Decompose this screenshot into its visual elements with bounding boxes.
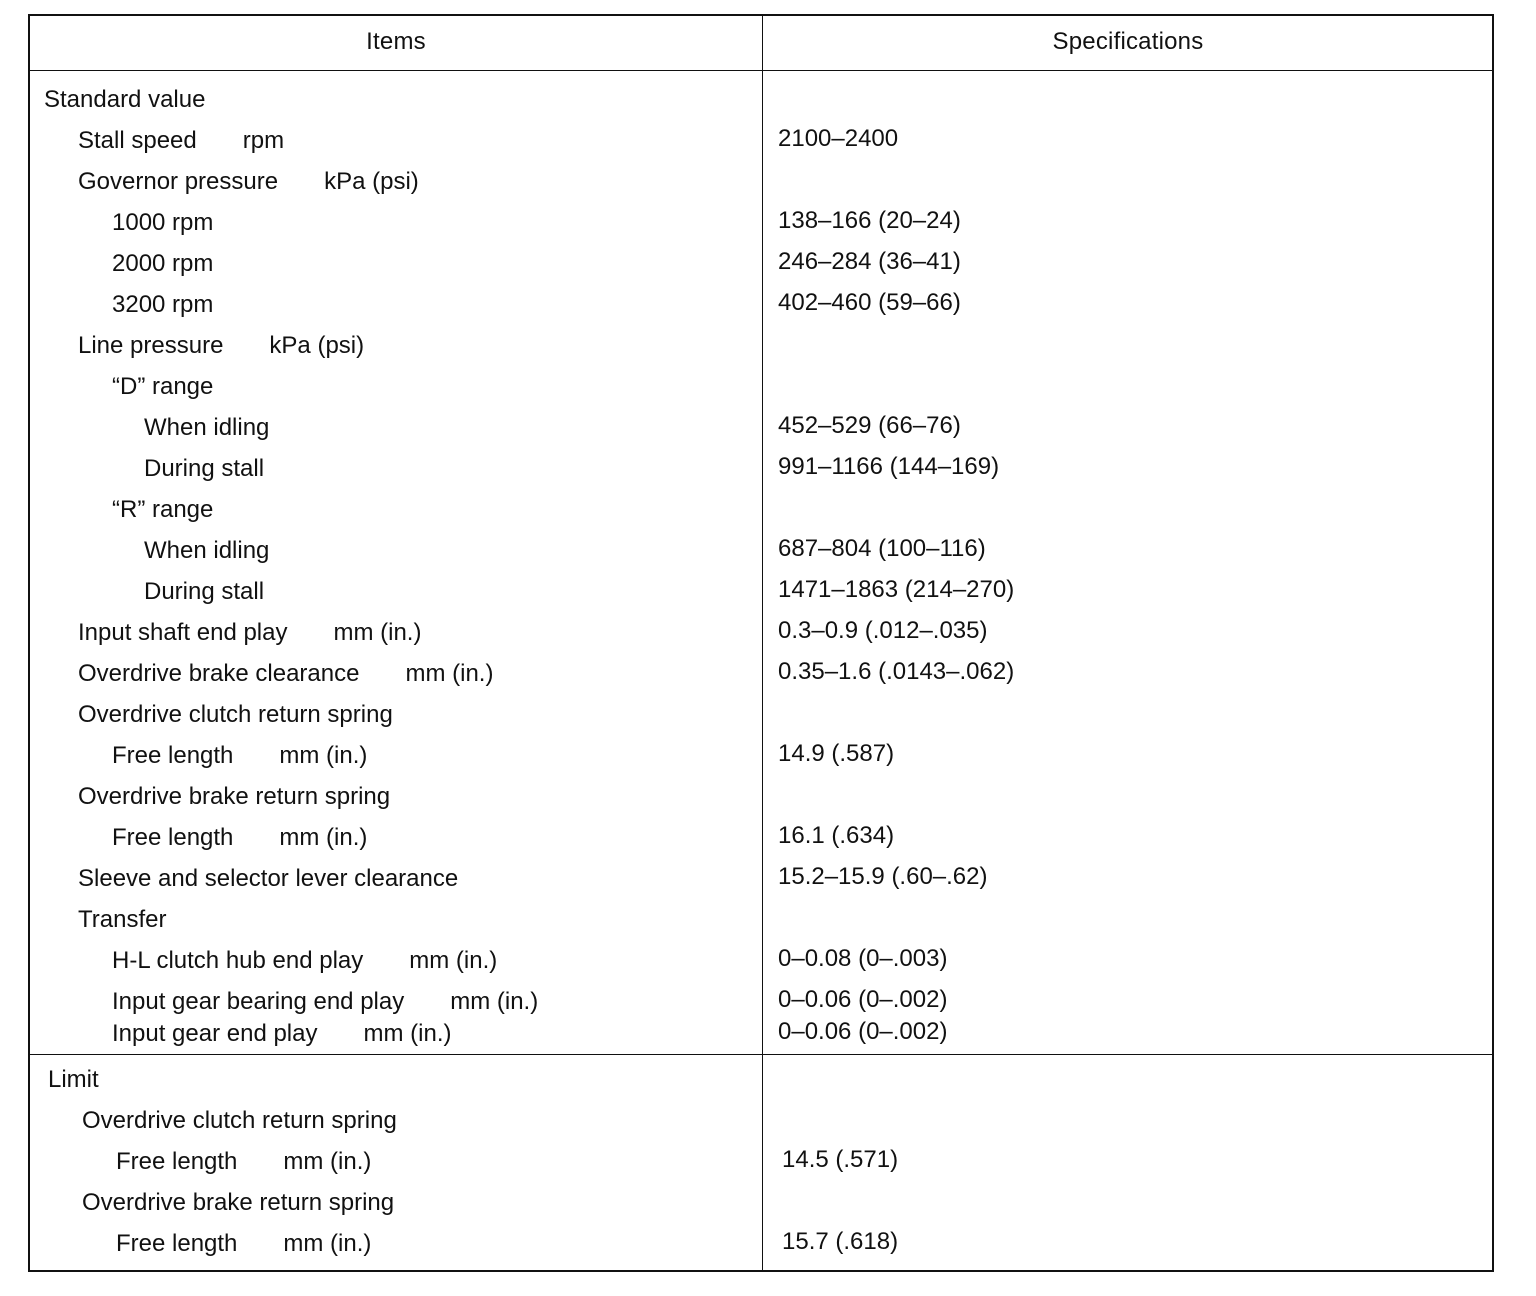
item-label: During stall [144,455,265,482]
item-label: Overdrive brake return spring [78,783,391,810]
table-row [30,1105,1492,1146]
table-row [30,658,1492,699]
table-row [30,904,1492,945]
unit-label: mm (in.) [409,947,498,974]
spec-value: 687–804 (100–116) [778,535,986,562]
table-row [30,699,1492,740]
item-label: Overdrive brake return spring [82,1189,395,1216]
item-label: When idling [144,414,270,441]
spec-value: 991–1166 (144–169) [778,453,1000,480]
spec-value: 0–0.06 (0–.002) [778,986,948,1013]
spec-value: 14.5 (.571) [782,1146,899,1173]
unit-label: mm (in.) [333,619,422,646]
table-row [30,371,1492,412]
item-label: Overdrive brake clearance mm (in.) [78,658,493,690]
section-title-row [30,84,1492,125]
item-label: Overdrive clutch return spring [78,701,393,728]
unit-label: rpm [242,127,285,154]
item-label: Free length mm (in.) [112,740,367,772]
unit-label: mm (in.) [405,660,494,687]
table-row [30,1146,1492,1187]
spec-value: 0–0.08 (0–.003) [778,945,948,972]
spec-value: 14.9 (.587) [778,740,895,767]
item-label: Free length mm (in.) [116,1146,371,1178]
item-label: When idling [144,537,270,564]
table-row [30,535,1492,576]
item-label: During stall [144,578,265,605]
item-label: Input shaft end play mm (in.) [78,617,421,649]
spec-value: 0.3–0.9 (.012–.035) [778,617,988,644]
table-row [30,945,1492,986]
table-row [30,125,1492,166]
unit-label: mm (in.) [283,1148,372,1175]
spec-value: 15.2–15.9 (.60–.62) [778,863,988,890]
spec-value: 246–284 (36–41) [778,248,961,275]
item-label: Transfer [78,906,167,933]
spec-value: 138–166 (20–24) [778,207,961,234]
spec-value: 1471–1863 (214–270) [778,576,1015,603]
table-row [30,330,1492,371]
item-label: Input gear end play mm (in.) [112,1018,451,1050]
item-label: Line pressure kPa (psi) [78,330,364,362]
item-label: 1000 rpm [112,209,214,236]
item-label: Governor pressure kPa (psi) [78,166,419,198]
item-label: “D” range [112,373,214,400]
spec-value: 0–0.06 (0–.002) [778,1018,948,1045]
unit-label: mm (in.) [279,824,368,851]
item-label: 3200 rpm [112,291,214,318]
table-row [30,863,1492,904]
unit-label: kPa (psi) [324,168,419,195]
item-label: Sleeve and selector lever clearance [78,865,459,892]
table-row [30,412,1492,453]
spec-value: 452–529 (66–76) [778,412,961,439]
item-label: H-L clutch hub end play mm (in.) [112,945,497,977]
specifications-table [28,14,1494,1272]
unit-label: mm (in.) [279,742,368,769]
spec-value: 2100–2400 [778,125,899,152]
specifications-column-header: Specifications [1052,28,1204,55]
spec-value: 15.7 (.618) [782,1228,899,1255]
table-row [30,166,1492,207]
table-row [30,207,1492,248]
section-title-limit: Limit [48,1066,99,1093]
table-row [30,781,1492,822]
spec-value: 0.35–1.6 (.0143–.062) [778,658,1015,685]
table-row [30,617,1492,658]
table-row [30,1018,1492,1059]
item-label: Free length mm (in.) [112,822,367,854]
section-title-standard: Standard value [44,86,206,113]
spec-value: 402–460 (59–66) [778,289,961,316]
table-row [30,740,1492,781]
item-label: Input gear bearing end play mm (in.) [112,986,538,1018]
item-label: Stall speed rpm [78,125,284,157]
table-row [30,494,1492,535]
table-row [30,576,1492,617]
item-label: “R” range [112,496,214,523]
table-row [30,822,1492,863]
unit-label: mm (in.) [283,1230,372,1257]
unit-label: kPa (psi) [269,332,365,359]
item-label: Overdrive clutch return spring [82,1107,397,1134]
item-label: 2000 rpm [112,250,214,277]
table-row [30,289,1492,330]
table-row [30,1228,1492,1269]
unit-label: mm (in.) [450,988,539,1015]
table-row [30,248,1492,289]
table-row [30,453,1492,494]
table-row [30,1187,1492,1228]
items-column-header: Items [366,28,426,55]
header-rule [30,70,1492,71]
spec-value: 16.1 (.634) [778,822,895,849]
item-label: Free length mm (in.) [116,1228,371,1260]
unit-label: mm (in.) [363,1020,452,1047]
section-title-row [30,1064,1492,1105]
